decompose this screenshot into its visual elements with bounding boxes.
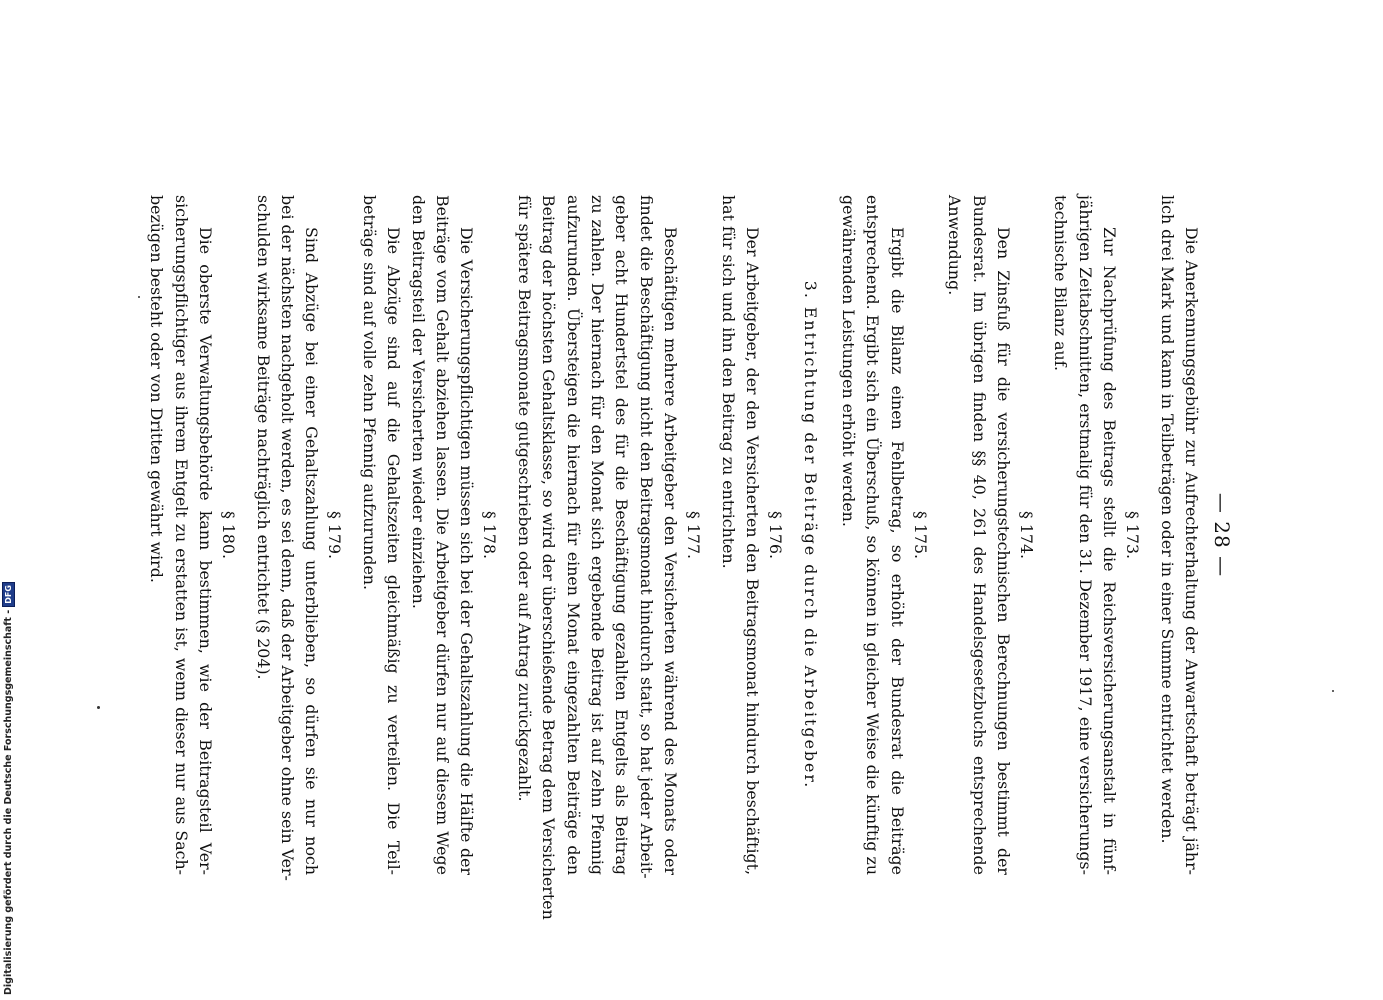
paragraph xyxy=(836,195,909,875)
paragraph xyxy=(356,195,405,875)
text-line: bezügen besteht oder von Dritten gewährt wird. xyxy=(147,195,167,583)
text-line: beträge sind auf volle zehn Pfennig aufzurunden. xyxy=(359,195,379,590)
section-number: § 180. xyxy=(219,510,239,560)
text-line: Die Versicherungspflichtigen müssen sich bei der Gehaltszahlung die Hälfte der xyxy=(457,227,477,875)
page-number: — 28 — xyxy=(1210,492,1234,578)
text-line: findet die Beschäftigung nicht den Beitragsmonat hindurch statt, so hat jeder Arbeit- xyxy=(636,195,656,879)
text-line: Beitrag der höchsten Gehaltsklasse, so wird der überschießende Betrag dem Versicherten xyxy=(539,195,559,920)
text-line: technische Bilanz auf. xyxy=(1051,195,1071,371)
paragraph xyxy=(715,195,764,875)
text-line: Sind Abzüge bei einer Gehaltszahlung unterblieben, so dürfen sie nur noch xyxy=(302,227,322,875)
paragraph xyxy=(942,195,1015,875)
section-number: § 179. xyxy=(325,510,345,560)
document-page xyxy=(147,195,1235,920)
paragraph xyxy=(250,195,323,881)
section-number: § 178. xyxy=(480,510,500,560)
scan-speck xyxy=(97,706,100,709)
dfg-logo: DFG xyxy=(2,582,15,607)
text-line: geber acht Hundertstel des für die Beschäftigung gezahlten Entgelts als Beitrag xyxy=(612,195,632,875)
page-body xyxy=(144,195,1203,920)
section-number: § 173. xyxy=(1123,510,1143,560)
paragraph xyxy=(144,195,217,875)
scan-speck xyxy=(138,296,140,298)
text-line: Bundesrat. Im übrigen finden §§ 40, 261 des Handelsgesetzbuchs entsprechende xyxy=(969,195,989,875)
text-line: Zur Nachprüfung des Beitrags stellt die Reichsversicherungsanstalt in fünf- xyxy=(1100,227,1120,875)
chapter-heading: 3. Entrichtung der Beiträge durch die Arbeitgeber. xyxy=(800,280,820,790)
text-line: Anwendung. xyxy=(945,195,965,296)
text-line: aufzurunden. Übersteigen die hiernach für einen Monat eingezahlten Beiträge den xyxy=(563,195,583,875)
text-line: für spätere Beitragsmonate gutgeschrieben oder auf Antrag zurückgezahlt. xyxy=(514,195,534,802)
text-line: entsprechend. Ergibt sich ein Überschuß, so können in gleicher Weise die künftig zu xyxy=(863,195,883,875)
section-number: § 176. xyxy=(766,510,786,560)
text-line: schulden wirksame Beiträge nachträglich entrichtet (§ 204). xyxy=(253,195,273,680)
text-line: zu zahlen. Der hiernach für den Monat sich ergebende Beitrag ist auf zehn Pfennig xyxy=(588,195,608,875)
text-line: jährigen Zeitabschnitten, erstmalig für den 31. Dezember 1917, eine versicherungs- xyxy=(1075,195,1095,875)
text-line: Beschäftigen mehrere Arbeitgeber den Versicherten während des Monats oder xyxy=(661,227,681,875)
text-line: Ergibt die Bilanz einen Fehlbetrag, so erhöht der Bundesrat die Beiträge xyxy=(887,227,907,875)
text-line: hat für sich und ihn den Beitrag zu entrichten. xyxy=(718,195,738,569)
text-line: Den Zinsfuß für die versicherungstechnischen Berechnungen bestimmt der xyxy=(993,227,1013,875)
section-number: § 177. xyxy=(684,510,704,560)
scan-speck xyxy=(1332,690,1334,692)
text-line: sicherungspflichtiger aus ihrem Entgelt zu erstatten ist, wenn dieser nur aus Sach- xyxy=(171,195,191,875)
section-number: § 175. xyxy=(910,510,930,560)
text-line: lich drei Mark und kann in Teilbeträgen oder in einer Summe entrichtet werden. xyxy=(1157,195,1177,844)
paragraph xyxy=(511,195,682,920)
text-line: Die Anerkennungsgebühr zur Aufrechterhaltung der Anwartschaft beträgt jähr- xyxy=(1182,227,1201,875)
digitization-credit xyxy=(2,582,15,995)
paragraph xyxy=(1154,195,1203,875)
section-number: § 174. xyxy=(1016,510,1036,560)
text-line: Beiträge vom Gehalt abziehen lassen. Die Arbeitgeber dürfen nur auf diesem Wege xyxy=(433,195,453,875)
credit-text: Digitalisierung gefördert durch die Deutsche Forschungsgemeinschaft - xyxy=(3,609,14,995)
text-line: bei der nächsten nachgeholt werden, es sei denn, daß der Arbeitgeber ohne sein Ver- xyxy=(278,195,298,881)
text-line: Die oberste Verwaltungsbehörde kann bestimmen, wie der Beitragsteil Ver- xyxy=(196,227,216,875)
text-line: den Beitragsteil der Versicherten wieder einziehen. xyxy=(408,195,428,609)
text-line: Die Abzüge sind auf die Gehaltszeiten gleichmäßig zu verteilen. Die Teil- xyxy=(384,227,404,875)
paragraph xyxy=(1048,195,1121,875)
paragraph xyxy=(405,195,478,875)
text-line: gewährenden Leistungen erhöht werden. xyxy=(838,195,858,527)
text-line: Der Arbeitgeber, der den Versicherten den Beitragsmonat hindurch beschäftigt, xyxy=(743,227,763,875)
